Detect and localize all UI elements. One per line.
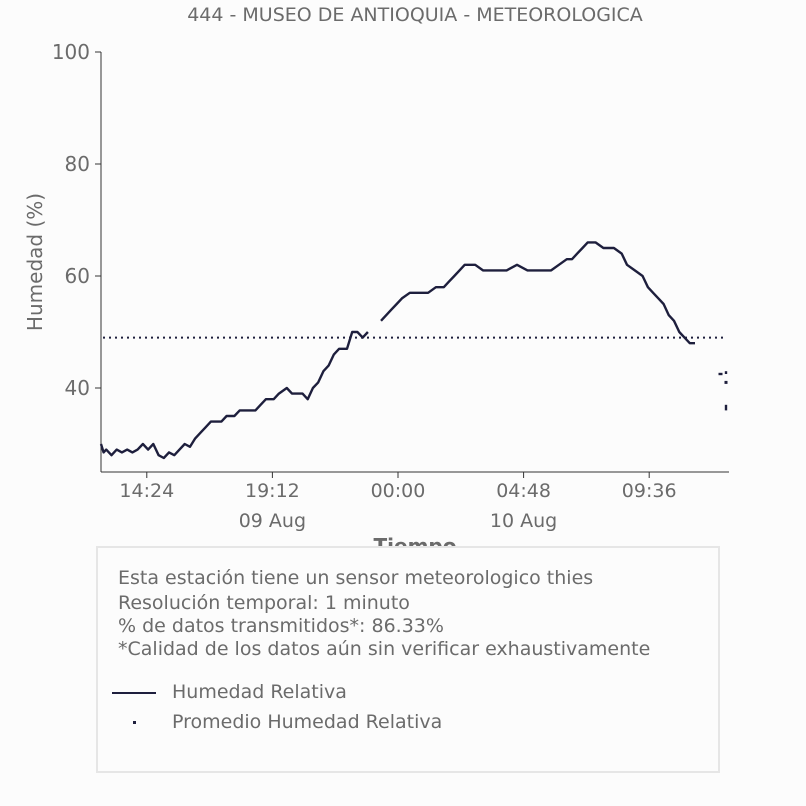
legend-line-swatch [112,692,156,694]
humidity-line-segment [101,332,368,458]
x-ticks [119,472,676,532]
y-ticks [52,40,101,400]
humidity-line-segment [381,242,695,343]
x-tick-date-label: 10 Aug [489,510,558,532]
y-tick-label: 100 [51,40,90,64]
y-tick-label: 60 [64,264,90,288]
info-resolution-line: Resolución temporal: 1 minuto [118,592,410,614]
x-tick-label: 04:48 [496,480,551,502]
series-layer [101,242,728,458]
y-axis-label: Humedad (%) [23,192,47,332]
info-sensor-line: Esta estación tiene un sensor meteorologico thies [118,567,594,589]
legend-label-humedad: Humedad Relativa [172,681,347,703]
x-tick-label: 09:36 [621,480,677,502]
legend-label-promedio: Promedio Humedad Relativa [172,711,443,733]
info-box [96,546,720,773]
x-tick-label: 00:00 [370,480,426,502]
x-tick-date-label: 09 Aug [238,510,307,532]
info-quality-line: *Calidad de los datos aún sin verificar exhaustivamente [118,638,651,660]
info-transmitted-line: % de datos transmitidos*: 86.33% [118,615,444,637]
chart-title: 444 - MUSEO DE ANTIOQUIA - METEOROLOGICA [187,4,643,26]
x-tick-label: 19:12 [245,480,300,502]
x-tick-label: 14:24 [119,480,175,502]
y-tick-label: 80 [64,152,90,176]
humidity-point [725,381,728,384]
y-tick-label: 40 [64,376,90,400]
legend-dot-swatch [133,721,136,724]
